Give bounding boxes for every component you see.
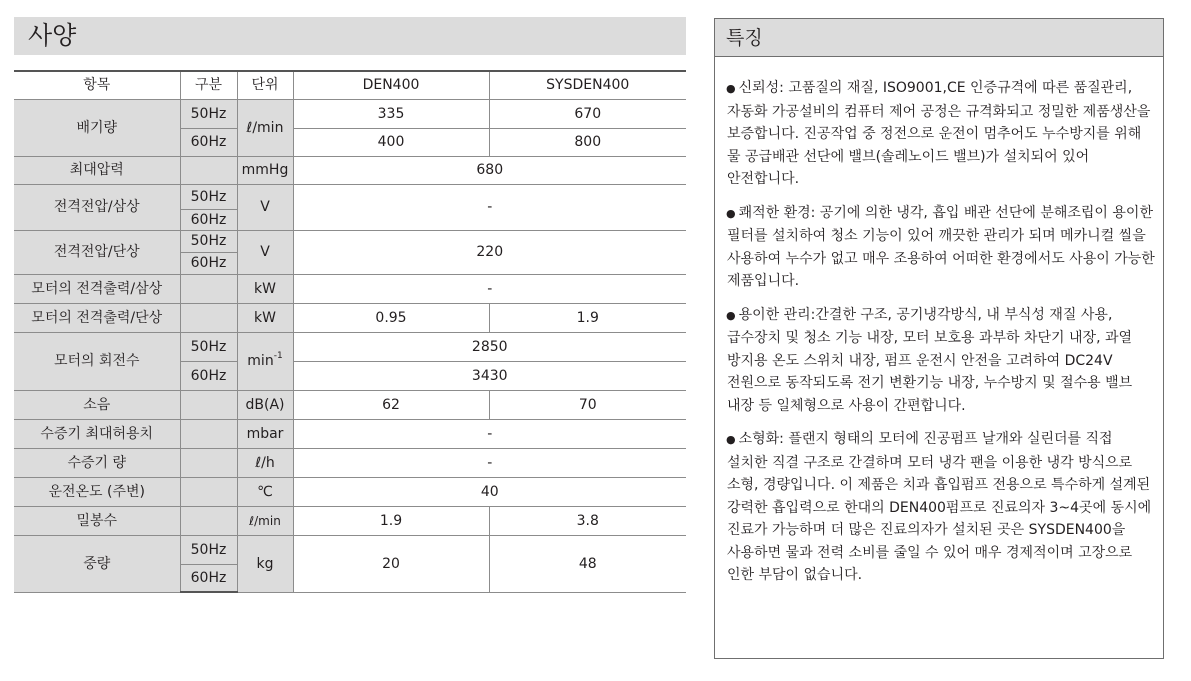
features-box (714, 18, 1164, 659)
row-label-voltage-1phase: 전격전압/단상 (14, 230, 180, 274)
cell-den400: 1.9 (293, 506, 489, 535)
features-title: 특징 (726, 27, 763, 49)
table-row (14, 390, 686, 419)
cell-sysden400: 48 (489, 535, 686, 592)
row-label-max-pressure: 최대압력 (14, 156, 180, 184)
header-unit: 단위 (237, 71, 293, 99)
unit-weight: kg (237, 535, 293, 592)
unit-motor-rpm (237, 332, 293, 390)
freq-60hz: 60Hz (180, 128, 237, 156)
freq-50hz: 50Hz (180, 535, 237, 564)
category-empty (180, 419, 237, 448)
feature-text: 쾌적한 환경: 공기에 의한 냉각, 흡입 배관 선단에 분해조립이 용이한 필터를 설치하여 청소 기능이 있어 깨끗한 관리가 되며 메카니컬 씰을 사용하여 누수가 없고 매우 조용하여 어떠한 환경에서도 사용이 가능한 제품입니다. (727, 204, 1155, 289)
table-row (14, 303, 686, 332)
cell-shared-value: 680 (293, 156, 686, 184)
table-row (14, 506, 686, 535)
unit-vapor-amount: ℓ/h (237, 448, 293, 477)
freq-50hz: 50Hz (180, 99, 237, 128)
freq-50hz: 50Hz (180, 332, 237, 361)
row-label-weight: 중량 (14, 535, 180, 592)
row-label-motor-output-3phase: 모터의 전격출력/삼상 (14, 274, 180, 303)
category-empty (180, 477, 237, 506)
cell-shared-value: - (293, 274, 686, 303)
table-row (14, 477, 686, 506)
cell-den400: 20 (293, 535, 489, 592)
freq-60hz: 60Hz (180, 209, 237, 230)
unit-seal-water: ℓ/min (237, 506, 293, 535)
cell-den400: 0.95 (293, 303, 489, 332)
header-den400: DEN400 (293, 71, 489, 99)
cell-shared-value: - (293, 419, 686, 448)
row-label-motor-rpm: 모터의 회전수 (14, 332, 180, 390)
cell-shared-value: - (293, 184, 686, 230)
row-label-vapor-amount: 수증기 량 (14, 448, 180, 477)
spec-table (14, 70, 686, 593)
cell-sysden400: 670 (489, 99, 686, 128)
freq-60hz: 60Hz (180, 564, 237, 592)
table-row (14, 230, 686, 252)
spec-header-bar (14, 17, 686, 55)
row-label-noise: 소음 (14, 390, 180, 419)
cell-shared-value: - (293, 448, 686, 477)
row-label-motor-output-1phase: 모터의 전격출력/단상 (14, 303, 180, 332)
feature-item-environment (727, 202, 1155, 293)
unit-max-pressure: mmHg (237, 156, 293, 184)
feature-item-reliability (727, 77, 1155, 191)
features-list (727, 77, 1155, 598)
unit-rpm-exponent: -1 (273, 351, 283, 362)
spec-title: 사양 (28, 21, 77, 50)
cell-shared-value: 220 (293, 230, 686, 274)
row-label-seal-water: 밀봉수 (14, 506, 180, 535)
row-label-operating-temp: 운전온도 (주변) (14, 477, 180, 506)
bullet-icon: ● (726, 206, 736, 220)
unit-motor-output-1phase: kW (237, 303, 293, 332)
feature-text: 용이한 관리:간결한 구조, 공기냉각방식, 내 부식성 재질 사용, 급수장치 및 청소 기능 내장, 모터 보호용 과부하 차단기 내장, 과열 방지용 온도 스위치 내장, 펌프 운전시 안전을 고려하여 DC24V 전원으로 동작되도록 전기 변환기능 내장, 누수방지 및 절수용 밸브 내장 등 일체형으로 사용이 간편합니다. (727, 306, 1133, 414)
bullet-icon: ● (726, 308, 736, 322)
bullet-icon: ● (726, 433, 736, 446)
category-empty (180, 390, 237, 419)
cell-shared-value: 2850 (293, 332, 686, 361)
freq-50hz: 50Hz (180, 184, 237, 209)
row-label-vapor-max: 수증기 최대허용치 (14, 419, 180, 448)
spec-header-row (14, 71, 686, 99)
table-row (14, 332, 686, 361)
table-row (14, 448, 686, 477)
cell-sysden400: 1.9 (489, 303, 686, 332)
feature-text: 소형화: 플랜지 형태의 모터에 진공펌프 날개와 실린더를 직접 설치한 직결 구조로 간결하며 모터 냉각 팬을 이용한 냉각 방식으로 소형, 경량입니다. 이 제품은 치과 흡입펌프 전용으로 특수하게 설계된 강력한 흡입력으로 한대의 DEN400펌프로 진료의자 3~4곳에 동시에 진료가 가능하며 더 많은 진료의자가 설치된 곳은 SYSDEN400을 사용하면 물과 전력 소비를 줄일 수 있어 매우 경제적이며 고장으로 인한 부담이 없습니다. (727, 431, 1152, 583)
unit-exhaust: ℓ/min (237, 99, 293, 156)
unit-motor-output-3phase: kW (237, 274, 293, 303)
unit-voltage-1phase: V (237, 230, 293, 274)
unit-operating-temp: ℃ (237, 477, 293, 506)
cell-sysden400: 70 (489, 390, 686, 419)
cell-sysden400: 800 (489, 128, 686, 156)
unit-rpm-base: min (247, 353, 274, 369)
table-row (14, 535, 686, 564)
table-row (14, 419, 686, 448)
feature-item-maintenance (727, 304, 1155, 418)
cell-sysden400: 3.8 (489, 506, 686, 535)
row-label-exhaust: 배기량 (14, 99, 180, 156)
cell-den400: 400 (293, 128, 489, 156)
header-category: 구분 (180, 71, 237, 99)
category-empty (180, 303, 237, 332)
table-row (14, 156, 686, 184)
features-header-bar (715, 19, 1163, 57)
freq-50hz: 50Hz (180, 230, 237, 252)
feature-text: 신뢰성: 고품질의 재질, ISO9001,CE 인증규격에 따른 품질관리,자동화 가공설비의 컴퓨터 제어 공정은 규격화되고 정밀한 제품생산을 보증합니다. 진공작업 중 정전으로 운전이 멈추어도 누수방지를 위해 물 공급배관 선단에 밸브(솔레노이드 밸브)가 설치되어 있어 안전합니다. (727, 80, 1151, 187)
header-sysden400: SYSDEN400 (489, 71, 686, 99)
feature-item-compact (727, 428, 1155, 587)
header-item: 항목 (14, 71, 180, 99)
freq-60hz: 60Hz (180, 252, 237, 274)
table-row (14, 99, 686, 128)
cell-den400: 335 (293, 99, 489, 128)
row-label-voltage-3phase: 전격전압/삼상 (14, 184, 180, 230)
category-empty (180, 448, 237, 477)
unit-voltage-3phase: V (237, 184, 293, 230)
bullet-icon: ● (726, 82, 736, 95)
freq-60hz: 60Hz (180, 361, 237, 390)
table-row (14, 184, 686, 209)
category-empty (180, 156, 237, 184)
unit-vapor-max: mbar (237, 419, 293, 448)
category-empty (180, 506, 237, 535)
cell-shared-value: 40 (293, 477, 686, 506)
cell-shared-value: 3430 (293, 361, 686, 390)
unit-noise: dB(A) (237, 390, 293, 419)
cell-den400: 62 (293, 390, 489, 419)
table-row (14, 274, 686, 303)
category-empty (180, 274, 237, 303)
